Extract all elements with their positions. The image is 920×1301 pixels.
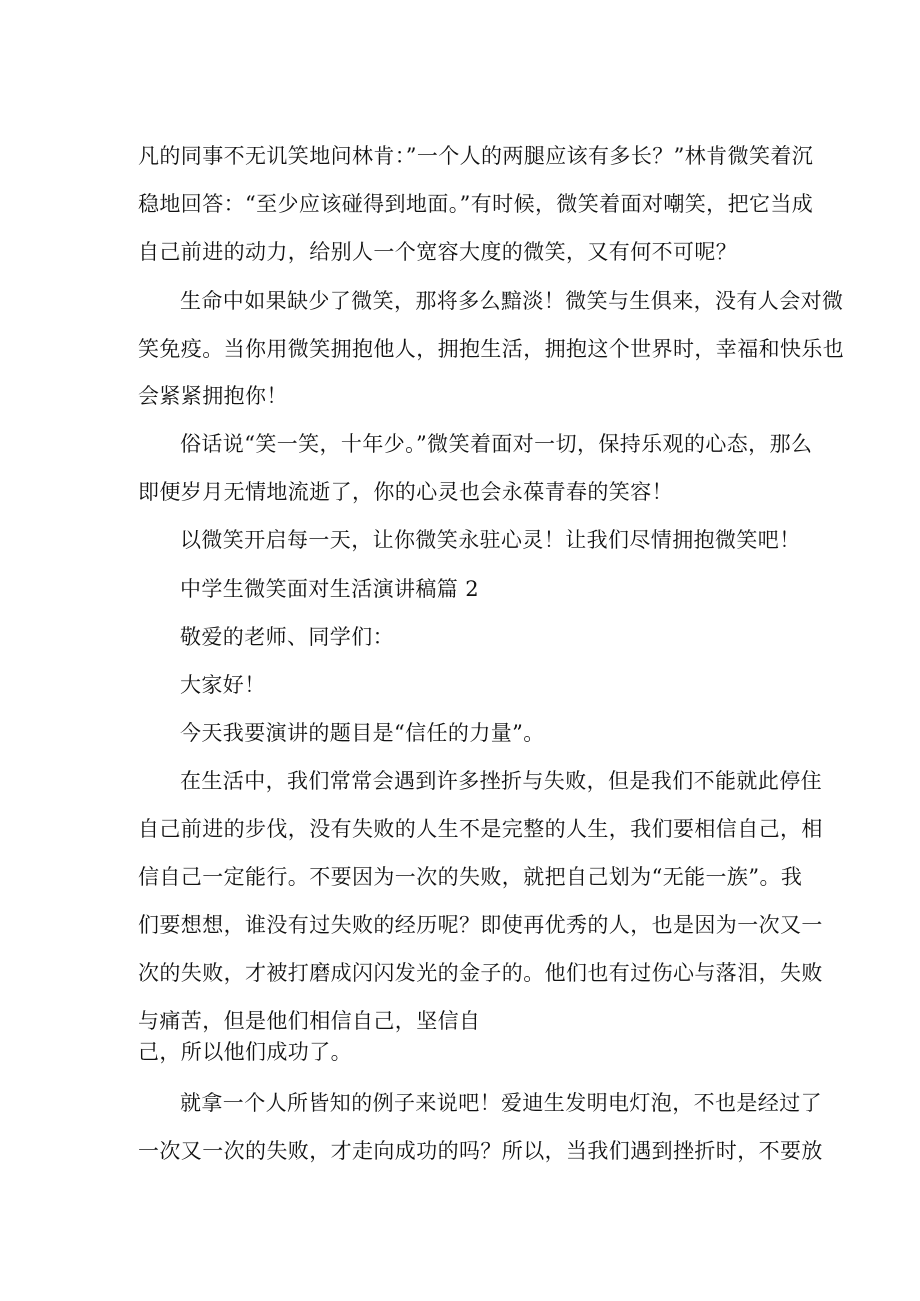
text-line: 俗话说“笑一笑，十年少。”微笑着面对一切，保持乐观的心态，那么 bbox=[180, 432, 813, 456]
salutation: 敬爱的老师、同学们： bbox=[180, 625, 394, 649]
text-line: 生命中如果缺少了微笑，那将多么黯淡！微笑与生俱来，没有人会对微 bbox=[180, 289, 844, 313]
text-line: 一次又一次的失败，才走向成功的吗？所以，当我们遇到挫折时，不要放 bbox=[138, 1139, 823, 1163]
text-line: 自己前进的动力，给别人一个宽容大度的微笑，又有何不可呢？ bbox=[138, 240, 738, 264]
text-line: 今天我要演讲的题目是“信任的力量”。 bbox=[180, 721, 545, 745]
text-line: 即便岁月无情地流逝了，你的心灵也会永葆青春的笑容！ bbox=[138, 480, 673, 504]
text-line: 就拿一个人所皆知的例子来说吧！爱迪生发明电灯泡，不也是经过了 bbox=[180, 1091, 822, 1115]
text-line: 信自己一定能行。不要因为一次的失败，就把自己划为“无能一族”。我 bbox=[138, 865, 803, 889]
section-heading: 中学生微笑面对生活演讲稿篇 2 bbox=[180, 577, 480, 601]
text-line: 凡的同事不无讥笑地问林肯：”一个人的两腿应该有多长？”林肯微笑着沉 bbox=[138, 144, 814, 168]
text-line: 次的失败，才被打磨成闪闪发光的金子的。他们也有过伤心与落泪，失败 bbox=[138, 961, 823, 985]
text-line: 稳地回答：“至少应该碰得到地面。”有时候，微笑着面对嘲笑，把它当成 bbox=[138, 192, 814, 216]
text-line: 会紧紧拥抱你！ bbox=[138, 384, 288, 408]
text-line: 以微笑开启每一天，让你微笑永驻心灵！让我们尽情拥抱微笑吧！ bbox=[180, 528, 801, 552]
text-line: 与痛苦，但是他们相信自己，坚信自 bbox=[138, 1009, 481, 1033]
text-line: 笑免疫。当你用微笑拥抱他人，拥抱生活，拥抱这个世界时，幸福和快乐也 bbox=[138, 337, 845, 361]
greeting: 大家好！ bbox=[180, 673, 266, 697]
text-line: 自己前进的步伐，没有失败的人生不是完整的人生，我们要相信自己，相 bbox=[138, 817, 823, 841]
text-line: 在生活中，我们常常会遇到许多挫折与失败，但是我们不能就此停住 bbox=[180, 769, 822, 793]
text-line: 己，所以他们成功了。 bbox=[138, 1040, 352, 1064]
text-line: 们要想想，谁没有过失败的经历呢？即使再优秀的人，也是因为一次又一 bbox=[138, 913, 823, 937]
